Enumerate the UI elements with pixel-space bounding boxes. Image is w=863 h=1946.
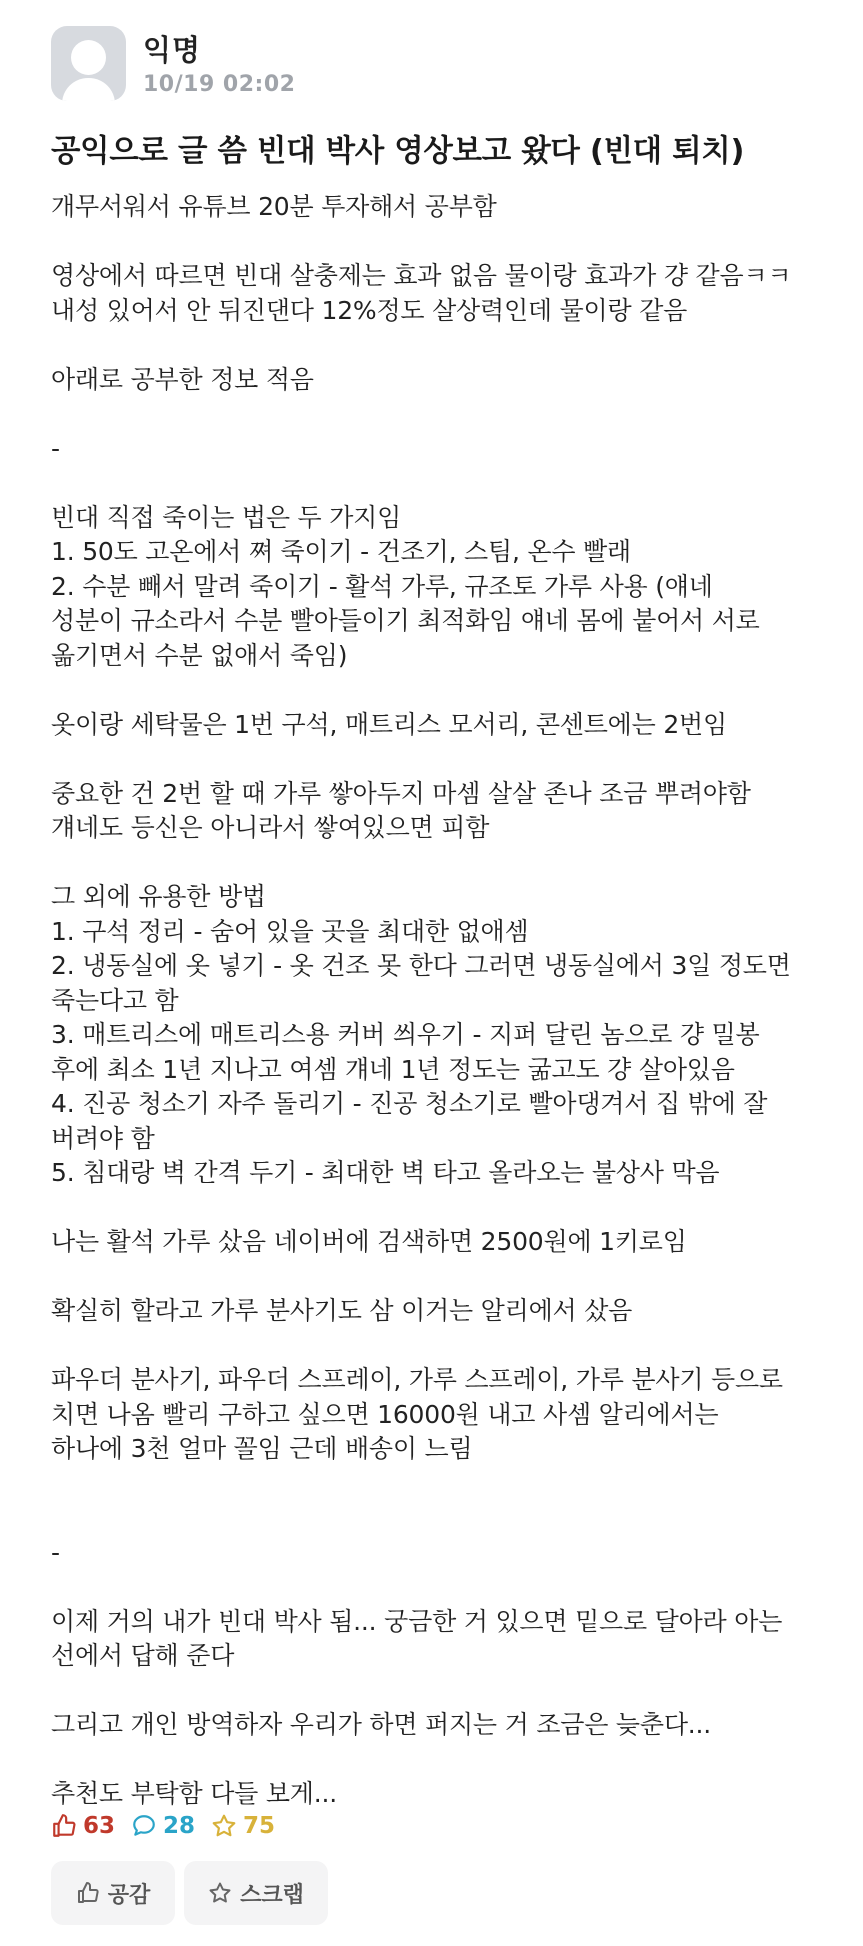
post-stats xyxy=(51,1808,291,1844)
scrap-button-label: 스크랩 xyxy=(240,1882,304,1908)
post-title: 공익으로 글 씀 빈대 박사 영상보고 왔다 (빈대 퇴치) xyxy=(51,134,745,169)
body-line: 걔네도 등신은 아니라서 쌓여있으면 피함 xyxy=(51,813,490,842)
body-line: 추천도 부탁함 다들 보게... xyxy=(51,1779,337,1808)
body-line: 2. 수분 빼서 말려 죽이기 - 활석 가루, 규조토 가루 사용 (얘네 xyxy=(51,571,713,601)
body-line: 버려야 함 xyxy=(51,1123,155,1153)
blank-line xyxy=(51,466,841,501)
comment-icon xyxy=(131,1813,157,1839)
blank-line xyxy=(51,1467,841,1502)
body-line: 후에 최소 1년 지나고 여셈 걔네 1년 정도는 굶고도 걍 살아있음 xyxy=(51,1054,735,1084)
blank-line xyxy=(51,1674,841,1709)
body-line: - xyxy=(51,433,60,463)
blank-line xyxy=(51,397,841,432)
body-line: 죽는다고 함 xyxy=(51,985,179,1015)
thumbs-up-icon xyxy=(76,1881,100,1905)
blank-line xyxy=(51,328,841,363)
post-date: 10/19 02:02 xyxy=(143,72,296,97)
body-line: 개무서워서 유튜브 20분 투자해서 공부함 xyxy=(51,192,497,221)
body-line: 옷이랑 세탁물은 1번 구석, 매트리스 모서리, 콘센트에는 2번임 xyxy=(51,709,727,739)
thumbs-up-icon xyxy=(51,1813,77,1839)
body-line: 2. 냉동실에 옷 넣기 - 옷 건조 못 한다 그러면 냉동실에서 3일 정도면 xyxy=(51,951,791,980)
author-name: 익명 xyxy=(143,33,202,67)
blank-line xyxy=(51,1329,841,1364)
body-line: 그 외에 유용한 방법 xyxy=(51,882,266,911)
body-line: 5. 침대랑 벽 간격 두기 - 최대한 벽 타고 올라오는 불상사 막음 xyxy=(51,1158,720,1187)
blank-line xyxy=(51,1570,841,1605)
body-line: 선에서 답해 준다 xyxy=(51,1641,235,1670)
star-icon xyxy=(208,1881,232,1905)
body-line: 이제 거의 내가 빈대 박사 됨... 궁금한 거 있으면 밑으로 달아라 아는 xyxy=(51,1606,783,1636)
body-line: 옮기면서 수분 없애서 죽임) xyxy=(51,640,348,670)
body-line: 3. 매트리스에 매트리스용 커버 씌우기 - 지퍼 달린 놈으로 걍 밀봉 xyxy=(51,1020,760,1049)
body-line: 1. 구석 정리 - 숨어 있을 곳을 최대한 없애셈 xyxy=(51,916,529,946)
body-line: 나는 활석 가루 샀음 네이버에 검색하면 2500원에 1키로임 xyxy=(51,1227,687,1256)
body-line: 치면 나옴 빨리 구하고 싶으면 16000원 내고 사셈 알리에서는 xyxy=(51,1399,719,1429)
blank-line xyxy=(51,1501,841,1536)
body-line: 아래로 공부한 정보 적음 xyxy=(51,364,314,394)
blank-line xyxy=(51,1191,841,1226)
blank-line xyxy=(51,673,841,708)
post-body xyxy=(51,190,841,1812)
body-line: 4. 진공 청소기 자주 돌리기 - 진공 청소기로 빨아댕겨서 집 밖에 잘 xyxy=(51,1089,768,1118)
like-button-label: 공감 xyxy=(107,1882,151,1908)
like-count: 63 xyxy=(51,1813,115,1839)
body-line: 내성 있어서 안 뒤진댄다 12%정도 살상력인데 물이랑 같음 xyxy=(51,295,688,325)
blank-line xyxy=(51,1260,841,1295)
comment-count: 28 xyxy=(131,1813,195,1839)
scrap-count: 75 xyxy=(211,1813,275,1839)
like-button[interactable] xyxy=(51,1861,175,1925)
post-header xyxy=(51,26,831,104)
blank-line xyxy=(51,1743,841,1778)
body-line: 확실히 할라고 가루 분사기도 삼 이거는 알리에서 샀음 xyxy=(51,1296,633,1325)
avatar xyxy=(51,26,126,101)
body-line: 하나에 3천 얼마 꼴임 근데 배송이 느림 xyxy=(51,1434,473,1463)
blank-line xyxy=(51,846,841,881)
blank-line xyxy=(51,225,841,260)
body-line: 영상에서 따르면 빈대 살충제는 효과 없음 물이랑 효과가 걍 같음ㅋㅋ xyxy=(51,261,792,290)
body-line: 성분이 규소라서 수분 빨아들이기 최적화임 얘네 몸에 붙어서 서로 xyxy=(51,606,760,635)
body-line: - xyxy=(51,1537,60,1567)
star-icon xyxy=(211,1813,237,1839)
body-line: 파우더 분사기, 파우더 스프레이, 가루 스프레이, 가루 분사기 등으로 xyxy=(51,1365,783,1394)
body-line: 그리고 개인 방역하자 우리가 하면 퍼지는 거 조금은 늦춘다... xyxy=(51,1710,712,1739)
body-line: 1. 50도 고온에서 쪄 죽이기 - 건조기, 스팀, 온수 빨래 xyxy=(51,537,632,566)
blank-line xyxy=(51,742,841,777)
body-line: 빈대 직접 죽이는 법은 두 가지임 xyxy=(51,502,402,532)
scrap-button[interactable] xyxy=(184,1861,328,1925)
body-line: 중요한 건 2번 할 때 가루 쌓아두지 마셈 살살 존나 조금 뿌려야함 xyxy=(51,778,751,808)
